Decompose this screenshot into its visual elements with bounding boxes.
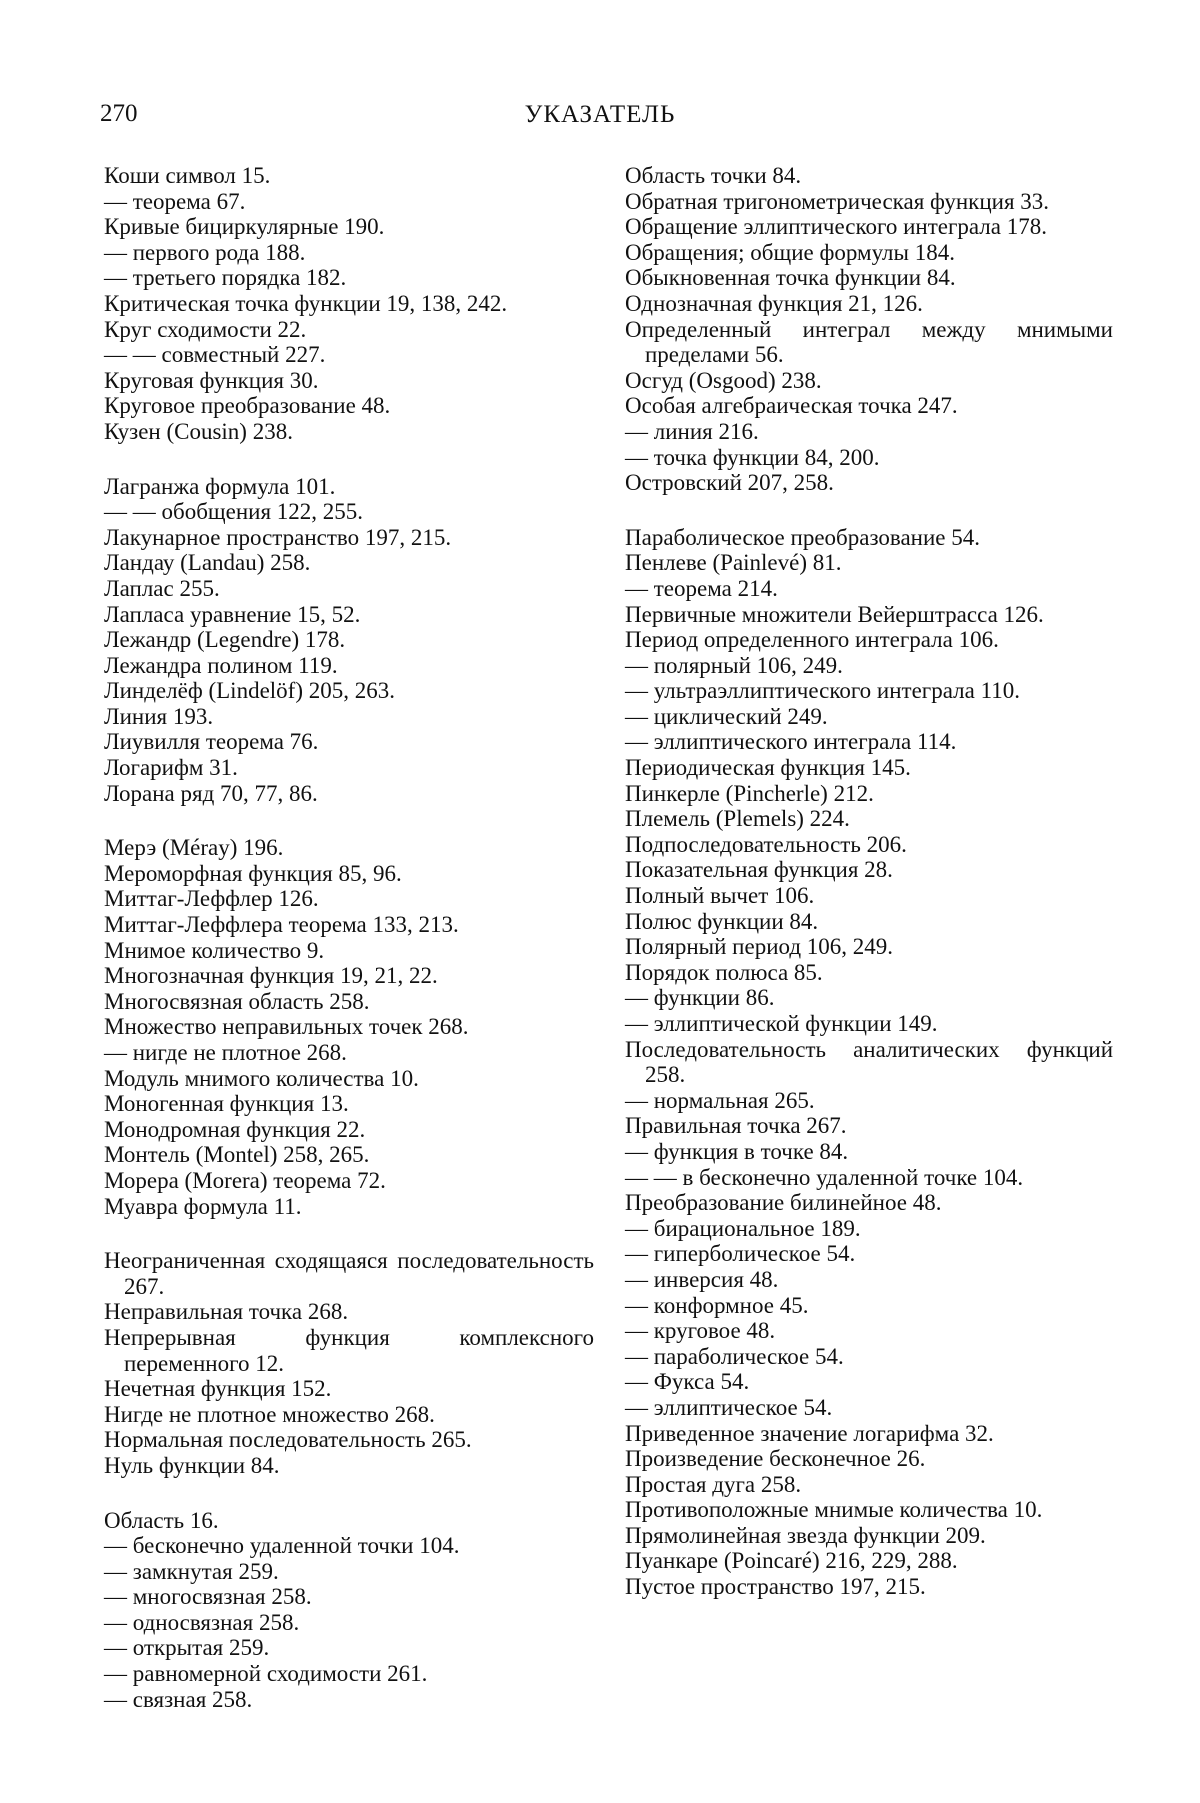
index-entry: Коши символ 15. — [104, 163, 271, 188]
index-entry: Нигде не плотное множество 268. — [104, 1401, 435, 1427]
index-entry: Линделёф (Lindelöf) 205, 263. — [104, 678, 395, 704]
index-entry: — круговое 48. — [625, 1318, 776, 1344]
index-entry: Пуанкаре (Poincaré) 216, 229, 288. — [625, 1548, 958, 1574]
index-entry: Лакунарное пространство 197, 215. — [104, 524, 452, 550]
index-entry: Полярный период 106, 249. — [625, 934, 894, 960]
section-gap — [104, 445, 594, 474]
index-entry: — функции 86. — [625, 985, 775, 1011]
index-entry: Муавра формула 11. — [104, 1193, 302, 1219]
index-entry: — Фукса 54. — [625, 1369, 750, 1395]
page-number: 270 — [100, 100, 138, 127]
index-entry: — равномерной сходимости 261. — [104, 1661, 428, 1687]
index-entry: Моногенная функция 13. — [104, 1091, 349, 1117]
index-entry: — связная 258. — [104, 1686, 253, 1712]
running-head-title: УКАЗАТЕЛЬ — [524, 101, 676, 128]
index-entry: Лагранжа формула 101. — [104, 473, 336, 499]
index-entry: Обращения; общие формулы 184. — [625, 239, 955, 265]
index-entry: — нигде не плотное 268. — [104, 1040, 347, 1065]
index-entry: — — обобщения 122, 255. — [104, 499, 364, 525]
index-entry: — циклический 249. — [625, 703, 828, 729]
index-entry: — эллиптического интеграла 114. — [625, 729, 957, 755]
index-entry: Пустое пространство 197, 215. — [625, 1574, 926, 1600]
index-entry: Ландау (Landau) 258. — [104, 550, 311, 576]
index-entry: Противоположные мнимые количества 10. — [625, 1497, 1043, 1523]
index-entry: Период определенного интеграла 106. — [625, 627, 999, 653]
index-entry: — первого рода 188. — [104, 239, 306, 265]
index-entry: Круг сходимости 22. — [104, 316, 307, 342]
index-entry: Непрерывная функция комплексного переменного 12. — [104, 1324, 594, 1376]
index-entry: Осгуд (Osgood) 238. — [625, 367, 822, 393]
index-entry: Морера (Morera) теорема 72. — [104, 1167, 386, 1193]
index-entry: Произведение бесконечное 26. — [625, 1446, 926, 1472]
index-entry: Неправильная точка 268. — [104, 1299, 349, 1325]
index-entry: — открытая 259. — [104, 1635, 270, 1661]
index-entry: Обратная тригонометрическая функция 33. — [625, 188, 1050, 214]
index-entry: — параболическое 54. — [625, 1343, 844, 1369]
index-entry: Множество неправильных точек 268. — [104, 1014, 469, 1040]
index-entry: Кривые бициркулярные 190. — [104, 214, 385, 240]
index-entry: Порядок полюса 85. — [625, 959, 823, 985]
index-entry: — ультраэллиптического интеграла 110. — [625, 678, 1020, 704]
index-entry: Миттаг-Леффлера теорема 133, 213. — [104, 912, 459, 938]
index-entry: — нормальная 265. — [625, 1087, 815, 1113]
index-entry: Лежандр (Legendre) 178. — [104, 627, 346, 653]
index-entry: Мнимое количество 9. — [104, 937, 325, 963]
index-entry: — точка функции 84, 200. — [625, 444, 880, 470]
index-entry: — — совместный 227. — [104, 342, 326, 368]
index-entry: Монодромная функция 22. — [104, 1116, 366, 1142]
section-gap — [104, 1479, 594, 1508]
index-entry: Обращение эллиптического интеграла 178. — [625, 214, 1047, 240]
index-entry: Преобразование билинейное 48. — [625, 1190, 942, 1216]
index-entry: Область 16. — [104, 1507, 219, 1533]
right-index-column — [625, 163, 1113, 1600]
index-entry: Показательная функция 28. — [625, 857, 893, 883]
index-entry: Лаплас 255. — [104, 575, 220, 601]
index-entry: Пинкерле (Pincherle) 212. — [625, 780, 874, 806]
index-entry: Модуль мнимого количества 10. — [104, 1065, 419, 1091]
index-entry: Правильная точка 267. — [625, 1113, 847, 1139]
index-entry: — полярный 106, 249. — [625, 652, 843, 678]
index-entry: Первичные множители Вейерштрасса 126. — [625, 601, 1044, 627]
index-entry: Полюс функции 84. — [625, 908, 819, 934]
index-entry: Последовательность аналитических функций 258. — [625, 1036, 1113, 1088]
section-gap — [625, 496, 1113, 525]
index-entry: Миттаг-Леффлер 126. — [104, 886, 319, 912]
index-entry: Круговое преобразование 48. — [104, 393, 391, 419]
index-entry: — бирациональное 189. — [625, 1215, 861, 1241]
index-entry: Простая дуга 258. — [625, 1471, 802, 1497]
left-index-column — [104, 163, 594, 1712]
index-entry: Многозначная функция 19, 21, 22. — [104, 963, 438, 989]
index-entry: — эллиптическое 54. — [625, 1394, 833, 1420]
index-entry: Неограниченная сходящаяся последовательность 267. — [104, 1248, 594, 1299]
index-entry: Круговая функция 30. — [104, 367, 319, 393]
index-entry: — — в бесконечно удаленной точке 104. — [625, 1164, 1024, 1190]
index-entry: Определенный интеграл между мнимыми пределами 56. — [625, 316, 1113, 368]
index-entry: — теорема 214. — [625, 575, 778, 601]
index-entry: Кузен (Cousin) 238. — [104, 418, 293, 444]
index-entry: — эллиптической функции 149. — [625, 1011, 938, 1036]
index-entry: — односвязная 258. — [104, 1609, 300, 1635]
index-entry: Монтель (Montel) 258, 265. — [104, 1142, 370, 1168]
index-entry: Однозначная функция 21, 126. — [625, 290, 923, 316]
index-entry: Нечетная функция 152. — [104, 1376, 332, 1402]
index-entry: Периодическая функция 145. — [625, 755, 911, 781]
index-entry: — гиперболическое 54. — [625, 1241, 856, 1267]
index-entry: — третьего порядка 182. — [104, 265, 347, 291]
index-entry: Островский 207, 258. — [625, 470, 834, 496]
index-entry: — бесконечно удаленной точки 104. — [104, 1533, 460, 1559]
index-entry: — инверсия 48. — [625, 1266, 779, 1292]
index-entry: Область точки 84. — [625, 163, 802, 188]
index-entry: — многосвязная 258. — [104, 1584, 312, 1610]
index-entry: Приведенное значение логарифма 32. — [625, 1420, 994, 1446]
index-entry: — функция в точке 84. — [625, 1138, 849, 1164]
index-entry: Лорана ряд 70, 77, 86. — [104, 780, 318, 806]
section-gap — [104, 1219, 594, 1248]
index-entry: — конформное 45. — [625, 1292, 809, 1318]
index-entry: Обыкновенная точка функции 84. — [625, 265, 956, 291]
index-entry: Критическая точка функции 19, 138, 242. — [104, 290, 508, 316]
index-entry: Племель (Plemels) 224. — [625, 806, 850, 832]
index-entry: — теорема 67. — [104, 188, 246, 214]
index-entry: Линия 193. — [104, 703, 214, 729]
index-entry: Особая алгебраическая точка 247. — [625, 393, 958, 419]
index-entry: Прямолинейная звезда функции 209. — [625, 1522, 986, 1548]
index-entry: — линия 216. — [625, 418, 759, 444]
index-entry: Нуль функции 84. — [104, 1452, 280, 1478]
index-entry: Подпоследовательность 206. — [625, 831, 907, 857]
index-entry: Полный вычет 106. — [625, 883, 815, 909]
index-entry: Лежандра полином 119. — [104, 652, 338, 678]
index-entry: Мероморфная функция 85, 96. — [104, 860, 402, 886]
index-entry: Лиувилля теорема 76. — [104, 729, 319, 755]
index-entry: Лапласа уравнение 15, 52. — [104, 601, 361, 627]
index-entry: Пенлеве (Painlevé) 81. — [625, 550, 842, 576]
index-entry: Мерэ (Méray) 196. — [104, 835, 284, 861]
index-entry: Параболическое преобразование 54. — [625, 524, 980, 550]
section-gap — [104, 806, 594, 835]
index-entry: Логарифм 31. — [104, 755, 238, 781]
index-entry: Многосвязная область 258. — [104, 988, 370, 1014]
index-entry: — замкнутая 259. — [104, 1558, 279, 1584]
index-entry: Нормальная последовательность 265. — [104, 1427, 472, 1453]
